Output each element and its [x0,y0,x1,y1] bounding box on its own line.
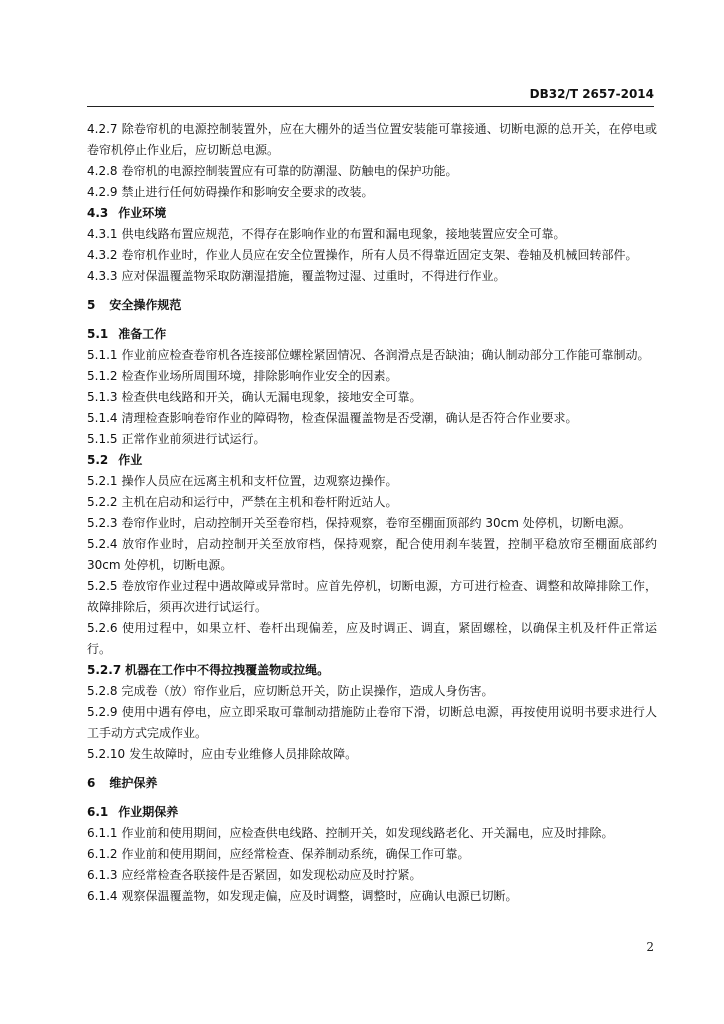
clause-text: 完成卷（放）帘作业后，应切断总开关，防止误操作，造成人身伤害。 [121,684,494,698]
section-title: 安全操作规范 [109,298,182,312]
clause-number: 5.2.3 [87,516,118,530]
heading-number: 5.2 [87,453,109,467]
clause-text: 使用中遇有停电，应立即采取可靠制动措施防止卷帘下滑，切断总电源，再按使用说明书要求进行人工手动方式完成作业。 [87,705,657,740]
clause-text: 禁止进行任何妨碍操作和影响安全要求的改装。 [121,185,374,199]
heading-5-2 [87,450,657,471]
clause-text: 应经常检查各联接件是否紧固，如发现松动应及时拧紧。 [121,868,422,882]
clause-text: 清理检查影响卷帘作业的障碍物，检查保温覆盖物是否受潮，确认是否符合作业要求。 [121,411,578,425]
clause-number: 5.2.5 [87,579,118,593]
clause-text: 卷帘机作业时，作业人员应在安全位置操作，所有人员不得靠近固定支架、卷轴及机械回转部件。 [121,248,638,262]
clause-number: 5.2.10 [87,747,126,761]
clause-5-2-6 [87,618,657,660]
clause-4-3-3 [87,266,657,287]
clause-text: 作业前和使用期间，应检查供电线路、控制开关，如发现线路老化、开关漏电，应及时排除。 [121,826,614,840]
clause-number: 5.2.8 [87,684,118,698]
clause-text: 机器在工作中不得拉拽覆盖物或拉绳。 [125,663,330,677]
clause-text: 除卷帘机的电源控制装置外，应在大棚外的适当位置安装能可靠接通、切断电源的总开关，在停电或卷帘机停止作业后，应切断总电源。 [87,122,657,157]
clause-text: 放帘作业时，启动控制开关至放帘档，保持观察，配合使用刹车装置，控制平稳放帘至棚面底部约 30cm 处停机，切断电源。 [87,537,657,572]
clause-text: 发生故障时，应由专业维修人员排除故障。 [129,747,358,761]
clause-number: 4.3.3 [87,269,118,283]
clause-number: 6.1.1 [87,826,118,840]
clause-text: 主机在启动和运行中，严禁在主机和卷杆附近站人。 [121,495,398,509]
clause-text: 检查作业场所周围环境，排除影响作业安全的因素。 [121,369,398,383]
clause-number: 5.2.9 [87,705,118,719]
clause-4-2-7 [87,119,657,161]
clause-5-1-3 [87,387,657,408]
clause-number: 4.3.2 [87,248,118,262]
clause-4-3-1 [87,224,657,245]
clause-text: 作业前应检查卷帘机各连接部位螺栓紧固情况、各润滑点是否缺油；确认制动部分工作能可靠制动。 [121,348,650,362]
section-5-heading [87,295,657,316]
clause-5-1-1 [87,345,657,366]
clause-number: 6.1.3 [87,868,118,882]
clause-number: 4.2.8 [87,164,118,178]
clause-text: 操作人员应在远离主机和支杆位置，边观察边操作。 [121,474,398,488]
clause-text: 应对保温覆盖物采取防潮湿措施，覆盖物过湿、过重时，不得进行作业。 [121,269,506,283]
heading-5-1 [87,324,657,345]
clause-5-2-1 [87,471,657,492]
clause-4-2-8 [87,161,657,182]
section-number: 6 [87,776,96,790]
clause-6-1-4 [87,886,657,907]
clause-number: 5.2.2 [87,495,118,509]
page-number: 2 [646,940,654,954]
clause-5-2-10 [87,744,657,765]
clause-6-1-3 [87,865,657,886]
clause-5-1-2 [87,366,657,387]
clause-text: 卷放帘作业过程中遇故障或异常时。应首先停机，切断电源，方可进行检查、调整和故障排除工作，故障排除后，须再次进行试运行。 [87,579,657,614]
clause-number: 4.2.7 [87,122,118,136]
clause-5-2-7 [87,660,657,681]
clause-number: 5.2.6 [87,621,118,635]
clause-number: 5.1.3 [87,390,118,404]
clause-5-1-5 [87,429,657,450]
clause-number: 6.1.4 [87,889,118,903]
heading-text: 作业环境 [118,206,167,220]
clause-6-1-2 [87,844,657,865]
clause-5-2-9 [87,702,657,744]
section-number: 5 [87,298,96,312]
clause-number: 5.2.4 [87,537,118,551]
heading-number: 6.1 [87,805,109,819]
clause-5-2-5 [87,576,657,618]
clause-number: 5.1.4 [87,411,118,425]
section-6-heading [87,773,657,794]
heading-text: 准备工作 [118,327,167,341]
clause-number: 5.2.7 [87,663,122,677]
clause-5-2-4 [87,534,657,576]
clause-text: 使用过程中，如果立杆、卷杆出现偏差，应及时调正、调直，紧固螺栓，以确保主机及杆件正常运行。 [87,621,657,656]
clause-number: 4.2.9 [87,185,118,199]
clause-text: 卷帘作业时，启动控制开关至卷帘档，保持观察，卷帘至棚面顶部约 30cm 处停机，切断电源。 [121,516,631,530]
clause-number: 5.2.1 [87,474,118,488]
heading-number: 5.1 [87,327,109,341]
heading-4-3 [87,203,657,224]
clause-5-2-8 [87,681,657,702]
clause-number: 6.1.2 [87,847,118,861]
clause-number: 5.1.2 [87,369,118,383]
clause-4-3-2 [87,245,657,266]
header-divider [87,106,654,107]
clause-number: 5.1.5 [87,432,118,446]
clause-text: 供电线路布置应规范，不得存在影响作业的布置和漏电现象，接地装置应安全可靠。 [121,227,566,241]
section-title: 维护保养 [109,776,158,790]
heading-6-1 [87,802,657,823]
standard-code: DB32/T 2657-2014 [529,87,654,101]
clause-4-2-9 [87,182,657,203]
clause-number: 4.3.1 [87,227,118,241]
clause-text: 检查供电线路和开关，确认无漏电现象，接地安全可靠。 [121,390,422,404]
heading-text: 作业期保养 [118,805,179,819]
clause-number: 5.1.1 [87,348,118,362]
clause-5-2-3 [87,513,657,534]
clause-5-2-2 [87,492,657,513]
heading-text: 作业 [118,453,143,467]
clause-text: 观察保温覆盖物，如发现走偏，应及时调整，调整时，应确认电源已切断。 [121,889,518,903]
clause-text: 作业前和使用期间，应经常检查、保养制动系统，确保工作可靠。 [121,847,470,861]
clause-6-1-1 [87,823,657,844]
clause-text: 卷帘机的电源控制装置应有可靠的防潮湿、防触电的保护功能。 [121,164,458,178]
heading-number: 4.3 [87,206,109,220]
clause-5-1-4 [87,408,657,429]
clause-text: 正常作业前须进行试运行。 [121,432,266,446]
document-body [87,119,657,907]
